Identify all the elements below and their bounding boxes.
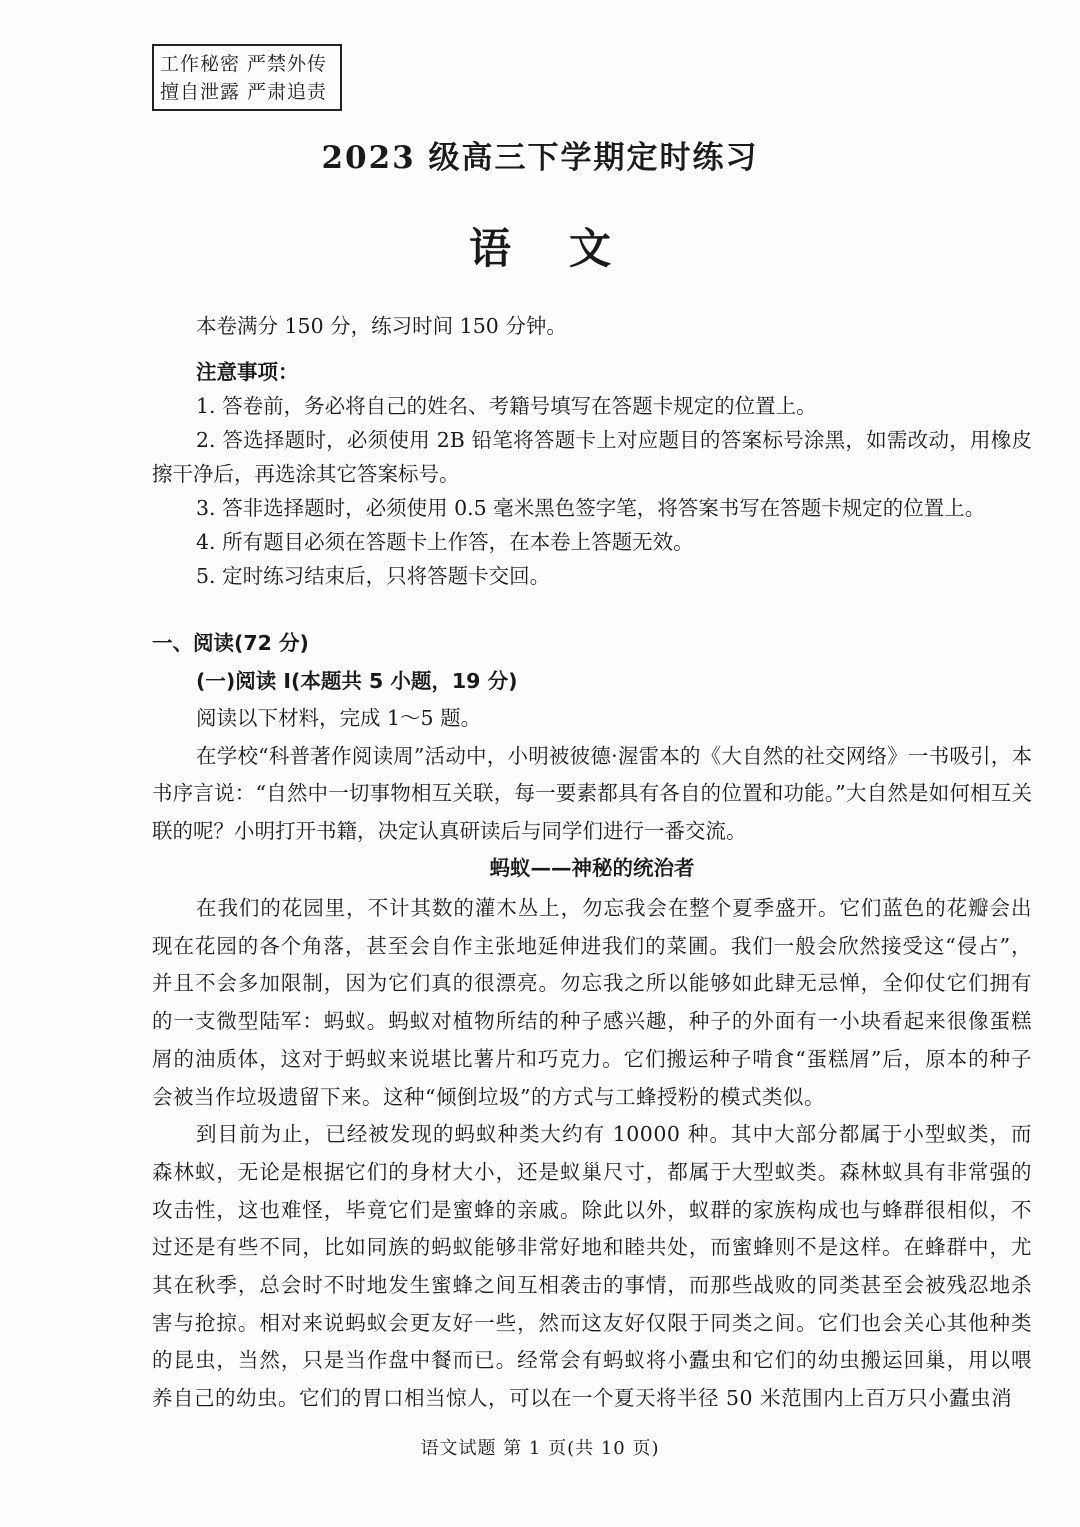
notice-item: 3. 答非选择题时，必须使用 0.5 毫米黑色签字笔，将答案书写在答题卡规定的位置上。 (196, 496, 986, 520)
article-paragraph: 在我们的花园里，不计其数的灌木丛上，勿忘我会在整个夏季盛开。它们蓝色的花瓣会出现在花园的各个角落，甚至会自作主张地延伸进我们的菜圃。我们一般会欣然接受这“侵占”，并且不会多加限制，因为它们真的很漂亮。勿忘我之所以能够如此肆无忌惮，全仰仗它们拥有的一支微型陆军：蚂蚁。蚂蚁对植物所结的种子感兴趣，种子的外面有一小块看起来很像蛋糕屑的油质体，这对于蚂蚁来说堪比薯片和巧克力。它们搬运种子啃食“蛋糕屑”后，原本的种子会被当作垃圾遗留下来。这种“倾倒垃圾”的方式与工蜂授粉的模式类似。 (152, 896, 1032, 1109)
confidential-stamp (152, 44, 342, 111)
notice-item: 5. 定时练习结束后，只将答题卡交回。 (196, 564, 551, 588)
exam-subtitle: 2023 级高三下学期定时练习 (321, 140, 759, 176)
article-paragraph: 到目前为止，已经被发现的蚂蚁种类大约有 10000 种。其中大部分都属于小型蚁类，而森林蚁，无论是根据它们的身材大小，还是蚁巢尺寸，都属于大型蚁类。森林蚁具有非常强的攻击性，这也难怪，毕竟它们是蜜蜂的亲戚。除此以外，蚁群的家族构成也与蜂群很相似，不过还是有些不同，比如同族的蚂蚁能够非常好地和睦共处，而蜜蜂则不是这样。在蜂群中，尤其在秋季，总会时不时地发生蜜蜂之间互相袭击的事情，而那些战败的同类甚至会被残忍地杀害与抢掠。相对来说蚂蚁会更友好一些，然而这友好仅限于同类之间。它们也会关心其他种类的昆虫，当然，只是当作盘中餐而已。经常会有蚂蚁将小蠹虫和它们的幼虫搬运回巢，用以喂养自己的幼虫。它们的胃口相当惊人，可以在一个夏天将半径 50 米范围内上百万只小蠹虫消 (152, 1122, 1032, 1411)
article-title: 蚂蚁——神秘的统治者 (489, 856, 695, 880)
stamp-line-1: 工作秘密 严禁外传 (160, 53, 328, 75)
notice-item: 4. 所有题目必须在答题卡上作答，在本卷上答题无效。 (196, 530, 694, 554)
stamp-line-2: 擅自泄露 严肃追责 (160, 81, 328, 103)
score-line: 本卷满分 150 分，练习时间 150 分钟。 (196, 314, 567, 338)
reading-context: 在学校“科普著作阅读周”活动中，小明被彼德·渥雷本的《大自然的社交网络》一书吸引，本书序言说：“自然中一切事物相互关联，每一要素都具有各自的位置和功能。”大自然是如何相互关联的呢？小明打开书籍，决定认真研读后与同学们进行一番交流。 (152, 743, 1032, 843)
notice-item: 2. 答选择题时，必须使用 2B 铅笔将答题卡上对应题目的答案标号涂黑，如需改动，用橡皮擦干净后，再选涂其它答案标号。 (152, 428, 1032, 486)
notice-item: 1. 答卷前，务必将自己的姓名、考籍号填写在答题卡规定的位置上。 (196, 394, 817, 418)
reading-instruction: 阅读以下材料，完成 1～5 题。 (196, 706, 482, 730)
section-heading: 一、阅读(72 分) (152, 631, 309, 655)
reading-section (152, 625, 1032, 888)
exam-instructions (152, 309, 1032, 593)
article-body (152, 890, 1032, 1418)
sub-section-heading: (一)阅读 Ⅰ(本题共 5 小题，19 分) (196, 668, 518, 693)
subject-title: 语文 (468, 224, 669, 273)
notice-heading: 注意事项： (196, 360, 299, 384)
page-footer: 语文试题 第 1 页(共 10 页) (420, 1438, 660, 1459)
